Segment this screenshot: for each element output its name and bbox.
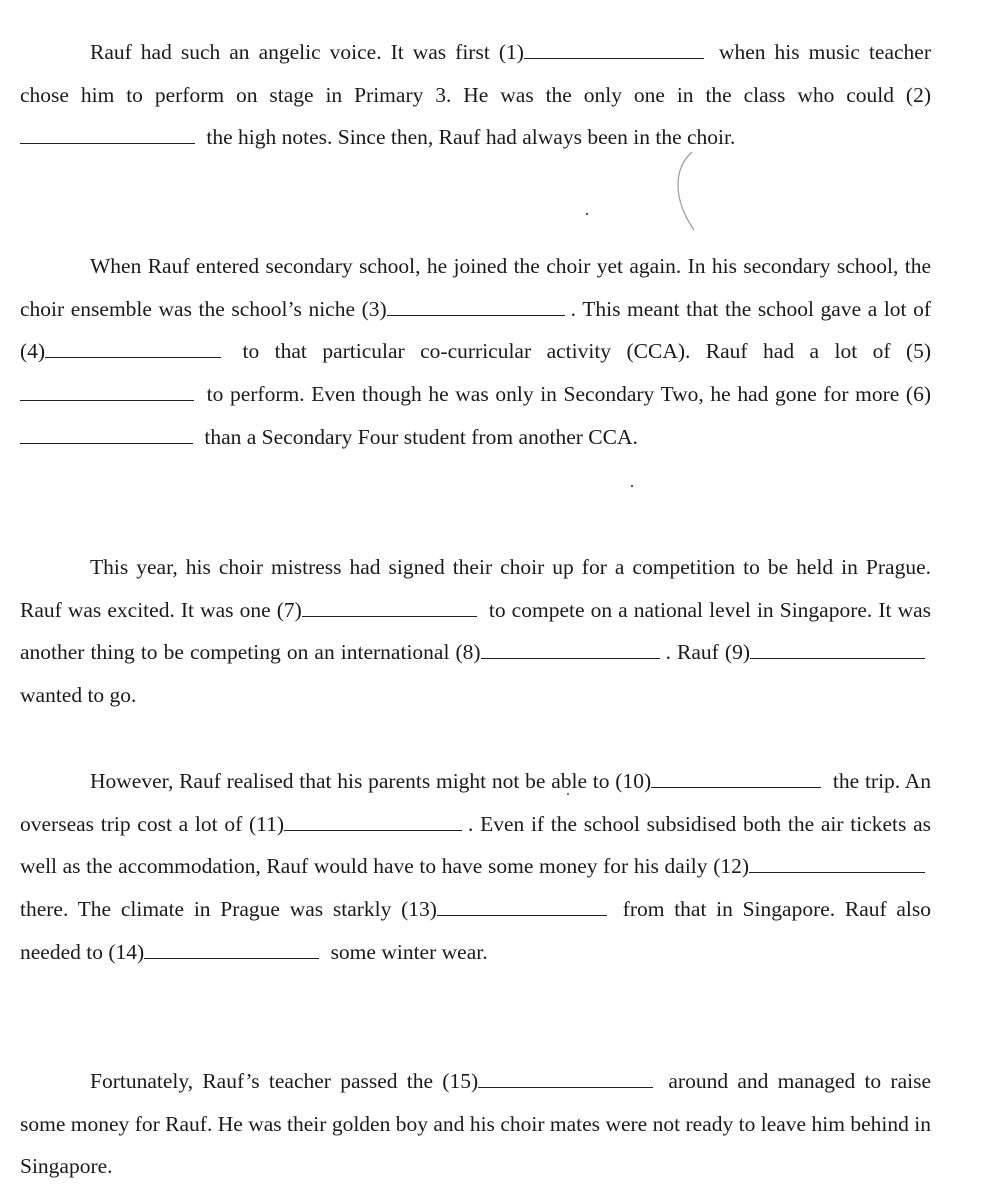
paragraph-4	[20, 760, 931, 974]
blank-number-14: (14)	[108, 939, 145, 964]
blank-number-2: (2)	[905, 82, 931, 107]
text-segment: Rauf had such an angelic voice. It was first	[90, 40, 490, 64]
answer-blank-10[interactable]	[651, 771, 821, 788]
answer-blank-7[interactable]	[302, 600, 477, 617]
text-segment: when his music teacher chose him to perform on stage in Primary 3. He was the only one in the class who could	[20, 40, 932, 107]
text-segment: However, Rauf realised that his parents might not be able to	[90, 769, 610, 793]
text-segment: from that in Singapore. Rauf also needed to	[20, 897, 932, 964]
answer-blank-15[interactable]	[478, 1071, 653, 1088]
text-segment: This year, his choir mistress had signed their choir up for a competition to be held in Prague. Rauf was excited. It was one	[20, 555, 931, 622]
answer-blank-8[interactable]	[481, 642, 660, 659]
blank-number-12: (12)	[713, 854, 750, 879]
text-segment: . Even if the school subsidised both the air tickets as well as the accommodation, Rauf would have to have some money for his daily	[20, 811, 931, 879]
text-segment: Fortunately, Rauf’s teacher passed the	[90, 1069, 434, 1093]
answer-blank-1[interactable]	[524, 42, 704, 59]
text-segment: to compete on a national level in Singapore. It was another thing to be competing on an international	[20, 597, 932, 665]
text-segment: the high notes. Since then, Rauf had always been in the choir.	[206, 125, 736, 150]
stray-dot	[585, 212, 589, 216]
text-segment: around and managed to raise some money for Rauf. He was their golden boy and his choir mates were not ready to leave him behind in Singapore.	[20, 1069, 932, 1179]
text-segment: the trip. An overseas trip cost a lot of	[20, 769, 932, 836]
text-segment: to that particular co-curricular activity (CCA). Rauf had a lot of	[242, 339, 891, 364]
pencil-mark	[668, 148, 702, 238]
answer-blank-6[interactable]	[20, 427, 193, 444]
blank-number-9: (9)	[724, 640, 750, 665]
answer-blank-5[interactable]	[20, 384, 194, 401]
blank-number-8: (8)	[455, 640, 481, 665]
paragraph-1	[20, 31, 931, 159]
paragraph-2	[20, 245, 931, 459]
answer-blank-2[interactable]	[20, 127, 195, 144]
answer-blank-3[interactable]	[387, 299, 565, 316]
paragraph-3	[20, 546, 931, 717]
blank-number-4: (4)	[20, 339, 46, 364]
answer-blank-13[interactable]	[437, 899, 607, 916]
text-segment: than a Secondary Four student from another CCA.	[204, 424, 638, 449]
text-segment: there. The climate in Prague was starkly	[20, 897, 392, 922]
answer-blank-12[interactable]	[749, 856, 925, 873]
answer-blank-14[interactable]	[144, 942, 319, 959]
blank-number-7: (7)	[276, 597, 302, 622]
paragraph-5	[20, 1060, 931, 1188]
text-segment: to perform. Even though he was only in Secondary Two, he had gone for more	[206, 382, 900, 407]
answer-blank-11[interactable]	[284, 814, 462, 831]
answer-blank-9[interactable]	[750, 642, 925, 659]
blank-number-5: (5)	[905, 339, 932, 364]
stray-dot	[630, 484, 634, 488]
text-segment: . This meant that the school gave a lot of	[570, 296, 931, 321]
answer-blank-4[interactable]	[45, 341, 221, 358]
blank-number-6: (6)	[905, 382, 931, 407]
blank-number-3: (3)	[361, 296, 387, 321]
text-segment: When Rauf entered secondary school, he joined the choir yet again. In his secondary school, the choir ensemble was the school’s niche	[20, 254, 931, 321]
blank-number-11: (11)	[248, 811, 284, 836]
blank-number-1: (1)	[498, 40, 524, 64]
blank-number-15: (15)	[442, 1069, 479, 1093]
text-segment: . Rauf	[665, 640, 719, 665]
blank-number-10: (10)	[615, 769, 652, 793]
text-segment: wanted to go.	[20, 683, 137, 708]
text-segment: some winter wear.	[330, 939, 488, 964]
blank-number-13: (13)	[401, 897, 437, 922]
